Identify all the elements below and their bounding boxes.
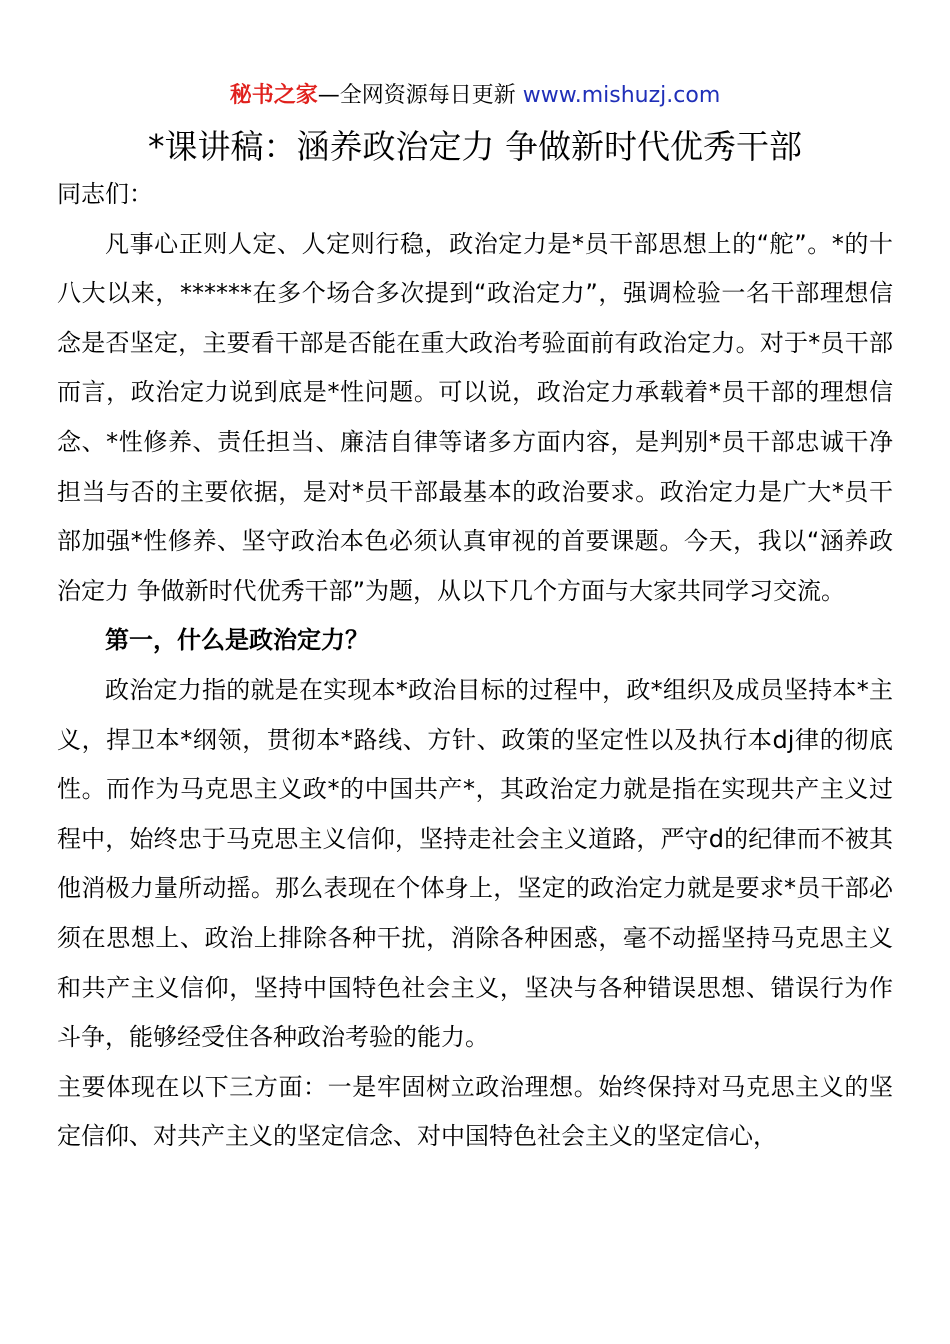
document-title: *课讲稿：涵养政治定力 争做新时代优秀干部 bbox=[148, 127, 802, 166]
body-paragraph-intro: 凡事心正则人定、人定则行稳，政治定力是*员干部思想上的“舵”。*的十八大以来，******在多个场合多次提到“政治定力”，强调检验一名干部理想信念是否坚定，主要看干部是否能在重大政治考验面前有政治定力。对于*员干部而言，政治定力说到底是*性问题。可以说，政治定力承载着*员干部的理想信念、*性修养、责任担当、廉洁自律等诸多方面内容，是判别*员干部忠诚干净担当与否的主要依据，是对*员干部最基本的政治要求。政治定力是广大*员干部加强*性修养、坚守政治本色必须认真审视的首要课题。今天，我以“涵养政治定力 争做新时代优秀干部”为题，从以下几个方面与大家共同学习交流。 bbox=[57, 229, 893, 605]
body-paragraph-aspects: 主要体现在以下三方面：一是牢固树立政治理想。始终保持对马克思主义的坚定信仰、对共产主义的坚定信念、对中国特色社会主义的坚定信心， bbox=[57, 1072, 893, 1151]
site-header bbox=[0, 80, 950, 112]
site-tagline: —全网资源每日更新 bbox=[317, 83, 523, 108]
salutation: 同志们： bbox=[57, 180, 153, 208]
section-heading-first: 第一，什么是政治定力？ bbox=[105, 626, 369, 655]
brand-name: 秘书之家 bbox=[229, 83, 318, 108]
site-url-link[interactable]: www.mishuzj.com bbox=[522, 83, 721, 108]
body-paragraph-definition: 政治定力指的就是在实现本*政治目标的过程中，政*组织及成员坚持本*主义，捍卫本*纲领，贯彻本*路线、方针、政策的坚定性以及执行本dj律的彻底性。而作为马克思主义政*的中国共产*，其政治定力就是指在实现共产主义过程中，始终忠于马克思主义信仰，坚持走社会主义道路，严守d的纪律而不被其他消极力量所动摇。那么表现在个体身上，坚定的政治定力就是要求*员干部必须在思想上、政治上排除各种干扰，消除各种困惑，毫不动摇坚持马克思主义和共产主义信仰，坚持中国特色社会主义，坚决与各种错误思想、错误行为作斗争，能够经受住各种政治考验的能力。 bbox=[57, 675, 893, 1052]
document-body bbox=[57, 170, 893, 1162]
